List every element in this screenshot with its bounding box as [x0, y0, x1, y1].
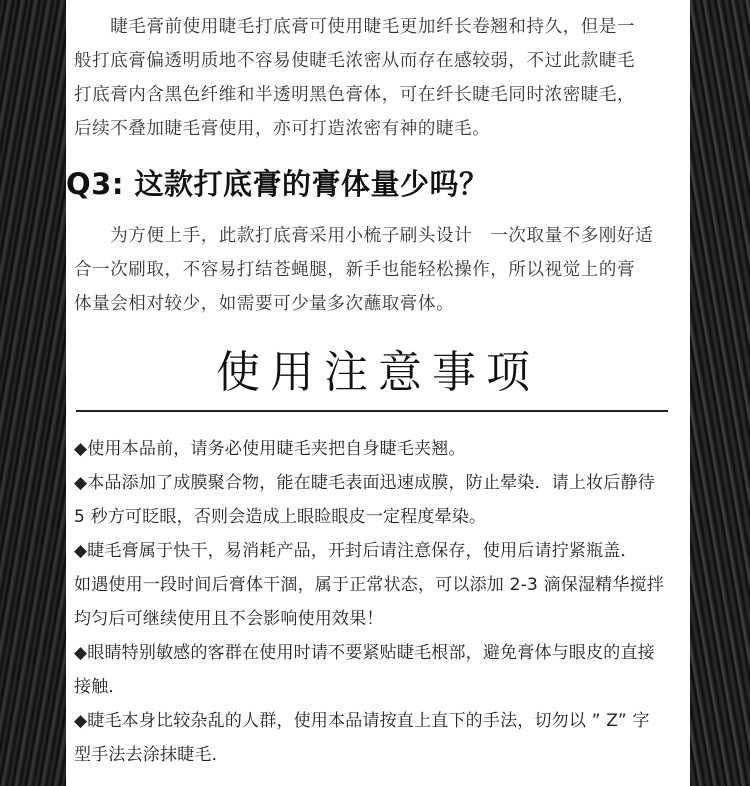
notice-heading: 使用注意事项: [216, 347, 540, 398]
content-panel: [66, 0, 690, 786]
intro-line: 般打底膏偏透明质地不容易使睫毛浓密从而存在感较弱，不过此款睫毛: [74, 51, 636, 71]
notice-line: 接触．: [74, 677, 126, 697]
answer-line: 体量会相对较少，如需要可少量多次蘸取膏体。: [74, 294, 455, 314]
notice-line: ◆睫毛本身比较杂乱的人群，使用本品请按直上直下的手法，切勿以 ” Z” 字: [74, 711, 650, 731]
notice-line: 如遇使用一段时间后膏体干涸，属于正常状态，可以添加 2-3 滴保湿精华搅拌: [74, 575, 664, 595]
divider: [76, 410, 668, 412]
q3-heading: Q3: 这款打底膏的膏体量少吗？: [66, 167, 489, 201]
notice-line: ◆本品添加了成膜聚合物，能在睫毛表面迅速成膜，防止晕染．请上妆后静待: [74, 473, 655, 493]
notice-line: ◆使用本品前，请务必使用睫毛夹把自身睫毛夹翘。: [74, 439, 466, 459]
intro-paragraph: [74, 10, 674, 146]
answer-line: 合一次刷取，不容易打结苍蝇腿，新手也能轻松操作，所以视觉上的膏: [74, 260, 636, 280]
notice-line: ◆睫毛膏属于快干，易消耗产品，开封后请注意保存，使用后请拧紧瓶盖．: [74, 541, 638, 561]
right-eyelash-border: [690, 0, 750, 786]
notice-line: 型手法去涂抹睫毛．: [74, 745, 229, 765]
intro-line: 睫毛膏前使用睫毛打底膏可使用睫毛更加纤长卷翘和持久，但是一: [74, 17, 636, 37]
left-eyelash-border: [0, 0, 66, 786]
q3-answer-paragraph: [74, 219, 674, 321]
answer-line: 为方便上手，此款打底膏采用小梳子刷头设计 一次取量不多刚好适: [74, 226, 654, 246]
intro-line: 打底膏内含黑色纤维和半透明黑色膏体，可在纤长睫毛同时浓密睫毛，: [74, 85, 636, 105]
notice-line: ◆眼睛特别敏感的客群在使用时请不要紧贴睫毛根部，避免膏体与眼皮的直接: [74, 643, 655, 663]
intro-line: 后续不叠加睫毛膏使用，亦可打造浓密有神的睫毛。: [74, 119, 491, 139]
notice-list: [74, 432, 674, 772]
notice-line: 5 秒方可眨眼，否则会造成上眼睑眼皮一定程度晕染。: [74, 507, 487, 527]
notice-line: 均匀后可继续使用且不会影响使用效果！: [74, 609, 384, 629]
